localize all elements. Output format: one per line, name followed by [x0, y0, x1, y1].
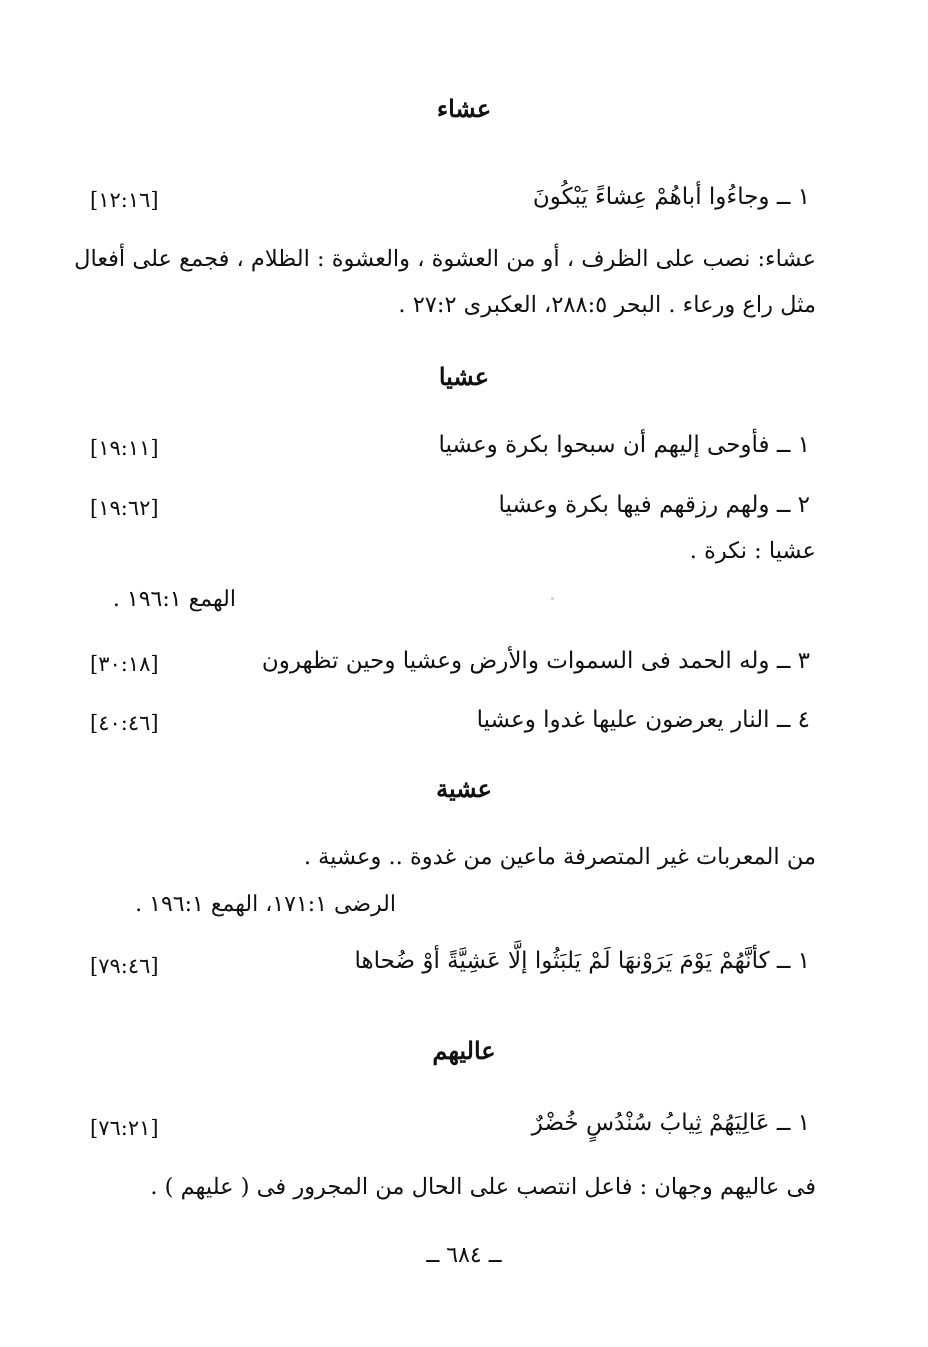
page-number: ــ ٦٨٤ ــ [426, 1243, 502, 1268]
verse-reference: [٤٠:٤٦] [90, 711, 159, 735]
verse-reference: [٧٩:٤٦] [90, 954, 159, 978]
section-heading-ashiyya-noun: عشية [436, 774, 492, 803]
commentary-line: عشيا : نكرة . [689, 538, 816, 564]
verse-reference: [١٩:١١] [90, 436, 159, 460]
verse-entry: ١ ــ كأنَّهُمْ يَوْمَ يَرَوْنهَا لَمْ يَلبَثُوا إلَّا عَشِيَّةً أوْ ضُحاها [354, 948, 810, 974]
commentary-line: فى عاليهم وجهان : فاعل انتصب على الحال من المجرور فى ( عليهم ) . [150, 1174, 816, 1200]
verse-reference: [١٩:٦٢] [90, 496, 159, 520]
verse-entry: ٢ ــ ولهم رزقهم فيها بكرة وعشيا [498, 492, 810, 518]
verse-reference: [١٢:١٦] [90, 188, 159, 212]
verse-entry: ١ ــ عَالِيَهُمْ ثِيابُ سُنْدُسٍ خُضْرٌ [531, 1110, 810, 1136]
verse-entry: ٤ ــ النار يعرضون عليها غدوا وعشيا [476, 707, 810, 733]
verse-reference: [٣٠:١٨] [90, 652, 159, 676]
commentary-line: من المعربات غير المتصرفة ماعين من غدوة .. وعشية . [303, 844, 816, 870]
verse-entry: ١ ــ وجاءُوا أباهُمْ عِشاءً يَبْكُونَ [532, 184, 810, 210]
section-heading-aliyahum: عاليهم [432, 1036, 496, 1065]
commentary-line: مثل راع ورعاء . البحر ٢٨٨:٥، العكبرى ٢٧:٢ . [398, 292, 816, 318]
source-citation: الهمع ١٩٦:١ . [112, 587, 236, 612]
section-heading-ashiyya: عشيا [438, 362, 490, 391]
source-citation: الرضى ١٧١:١، الهمع ١٩٦:١ . [135, 892, 396, 917]
verse-entry: ١ ــ فأوحى إليهم أن سبحوا بكرة وعشيا [438, 432, 810, 458]
print-speck [551, 597, 554, 600]
verse-reference: [٧٦:٢١] [90, 1116, 159, 1140]
verse-entry: ٣ ــ وله الحمد فى السموات والأرض وعشيا وحين تظهرون [261, 648, 810, 674]
section-heading-ashaa: عشاء [436, 94, 492, 123]
commentary-line: عشاء: نصب على الظرف ، أو من العشوة ، والعشوة : الظلام ، فجمع على أفعال [74, 246, 816, 272]
